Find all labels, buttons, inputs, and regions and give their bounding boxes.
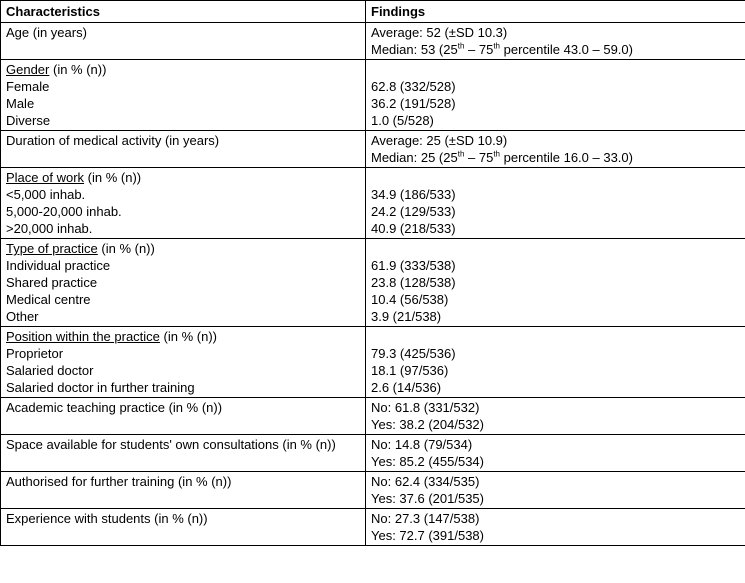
- place-heading: Place of work (in % (n)): [6, 170, 142, 185]
- list-item: <5,000 inhab.: [6, 187, 86, 202]
- list-item: Shared practice: [6, 275, 98, 290]
- table-row-experience: [1, 509, 745, 546]
- gender-values: [366, 60, 745, 131]
- list-value: 3.9 (21/538): [371, 309, 442, 324]
- position-values: [366, 327, 745, 398]
- table-row-authorised: [1, 472, 745, 509]
- list-value: 24.2 (129/533): [371, 204, 456, 219]
- duration-median: Median: 25 (25th – 75th percentile 16.0 – 33.0): [371, 149, 633, 165]
- space-label: Space available for students' own consultations (in % (n)): [1, 435, 366, 472]
- age-label: Age (in years): [1, 23, 366, 60]
- list-item: Proprietor: [6, 346, 64, 361]
- list-item: Medical centre: [6, 292, 91, 307]
- list-value: 2.6 (14/536): [371, 380, 442, 395]
- list-item: Other: [6, 309, 39, 324]
- teaching-no: No: 61.8 (331/532): [371, 400, 480, 415]
- list-value: 1.0 (5/528): [371, 113, 434, 128]
- place-labels: [1, 168, 366, 239]
- table-row-position: [1, 327, 745, 398]
- list-value: 18.1 (97/536): [371, 363, 449, 378]
- position-heading: Position within the practice (in % (n)): [6, 329, 217, 344]
- table-row-duration: [1, 131, 745, 168]
- list-item: Male: [6, 96, 35, 111]
- table-row-age: [1, 23, 745, 60]
- duration-average: Average: 25 (±SD 10.9): [371, 133, 508, 148]
- header-characteristics: Characteristics: [1, 1, 366, 23]
- table-row-gender: [1, 60, 745, 131]
- gender-labels: [1, 60, 366, 131]
- experience-yes: Yes: 72.7 (391/538): [371, 528, 484, 543]
- list-value: 62.8 (332/528): [371, 79, 456, 94]
- list-value: 61.9 (333/538): [371, 258, 456, 273]
- space-findings: [366, 435, 745, 472]
- list-value: 23.8 (128/538): [371, 275, 456, 290]
- list-value: 79.3 (425/536): [371, 346, 456, 361]
- list-value: 10.4 (56/538): [371, 292, 449, 307]
- experience-findings: [366, 509, 745, 546]
- list-item: 5,000-20,000 inhab.: [6, 204, 122, 219]
- teaching-label: Academic teaching practice (in % (n)): [1, 398, 366, 435]
- gender-heading: Gender (in % (n)): [6, 62, 107, 77]
- age-findings: [366, 23, 745, 60]
- authorised-yes: Yes: 37.6 (201/535): [371, 491, 484, 506]
- table-row-space: [1, 435, 745, 472]
- experience-label: Experience with students (in % (n)): [1, 509, 366, 546]
- practice-heading: Type of practice (in % (n)): [6, 241, 155, 256]
- header-row: [1, 1, 745, 23]
- duration-findings: [366, 131, 745, 168]
- list-item: >20,000 inhab.: [6, 221, 93, 236]
- list-value: 36.2 (191/528): [371, 96, 456, 111]
- list-item: Female: [6, 79, 50, 94]
- table-row-place: [1, 168, 745, 239]
- list-value: 34.9 (186/533): [371, 187, 456, 202]
- space-no: No: 14.8 (79/534): [371, 437, 473, 452]
- space-yes: Yes: 85.2 (455/534): [371, 454, 484, 469]
- practice-values: [366, 239, 745, 327]
- list-item: Individual practice: [6, 258, 111, 273]
- authorised-findings: [366, 472, 745, 509]
- age-median: Median: 53 (25th – 75th percentile 43.0 – 59.0): [371, 41, 633, 57]
- authorised-no: No: 62.4 (334/535): [371, 474, 480, 489]
- experience-no: No: 27.3 (147/538): [371, 511, 480, 526]
- list-value: 40.9 (218/533): [371, 221, 456, 236]
- table-row-practice: [1, 239, 745, 327]
- list-item: Salaried doctor: [6, 363, 94, 378]
- practice-labels: [1, 239, 366, 327]
- teaching-yes: Yes: 38.2 (204/532): [371, 417, 484, 432]
- table-row-teaching: [1, 398, 745, 435]
- list-item: Salaried doctor in further training: [6, 380, 195, 395]
- authorised-label: Authorised for further training (in % (n)): [1, 472, 366, 509]
- place-values: [366, 168, 745, 239]
- age-average: Average: 52 (±SD 10.3): [371, 25, 508, 40]
- list-item: Diverse: [6, 113, 51, 128]
- position-labels: [1, 327, 366, 398]
- teaching-findings: [366, 398, 745, 435]
- header-findings: Findings: [366, 1, 745, 23]
- duration-label: Duration of medical activity (in years): [1, 131, 366, 168]
